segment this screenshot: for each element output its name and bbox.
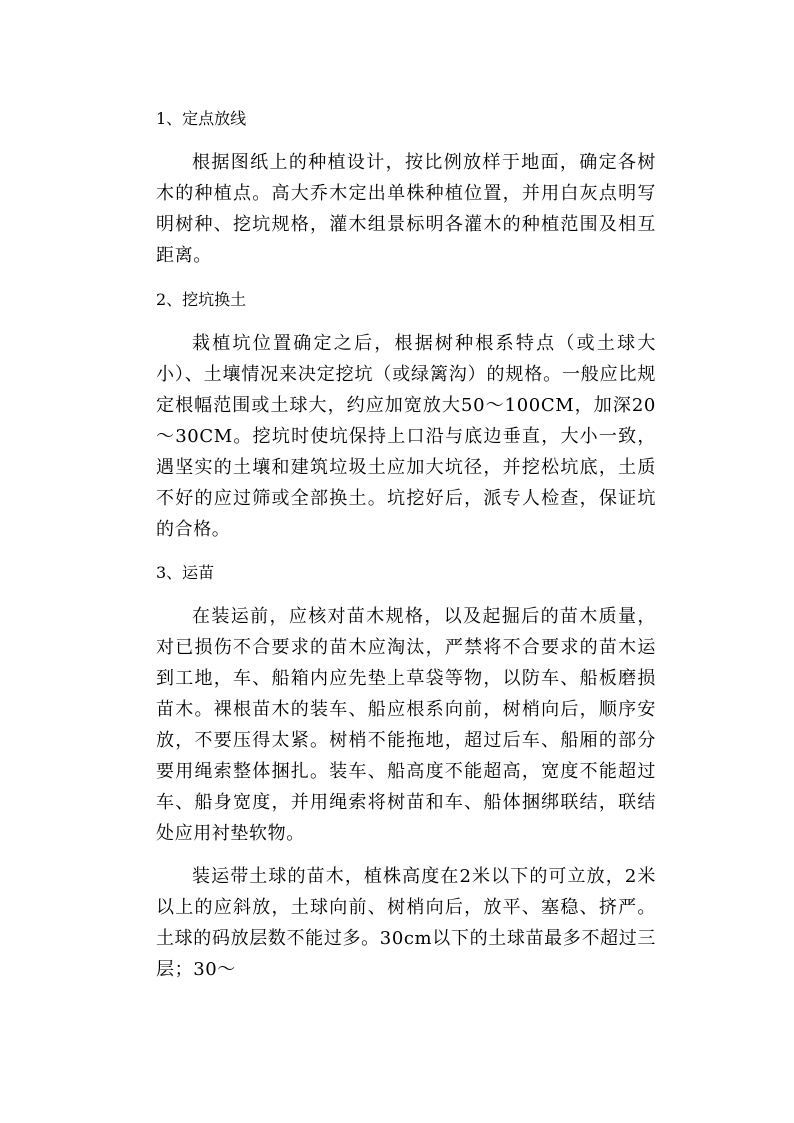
section-heading-dig-pit: 2、挖坑换土 bbox=[156, 290, 247, 309]
document-page bbox=[156, 103, 656, 985]
section-heading-stake-out: 1、定点放线 bbox=[156, 109, 247, 128]
section-heading-transport: 3、运苗 bbox=[156, 563, 215, 582]
paragraph-dig-pit: 栽植坑位置确定之后，根据树种根系特点（或土球大小）、土壤情况来决定挖坑（或绿篱沟）的规格。一般应比规定根幅范围或土球大，约应加宽放大50～100CM，加深20～30CM。挖坑时使坑保持上口沿与底边垂直，大小一致，遇坚实的土壤和建筑垃圾土应加大坑径，并挖松坑底，土质不好的应过筛或全部换土。坑挖好后，派专人检查，保证坑的合格。 bbox=[156, 333, 656, 540]
paragraph-stake-out: 根据图纸上的种植设计，按比例放样于地面，确定各树木的种植点。高大乔木定出单株种植位置，并用白灰点明写明树种、挖坑规格，灌木组景标明各灌木的种植范围及相互距离。 bbox=[156, 152, 656, 266]
paragraph-transport: 在装运前，应核对苗木规格，以及起掘后的苗木质量，对已损伤不合要求的苗木应淘汰，严禁将不合要求的苗木运到工地，车、船箱内应先垫上草袋等物，以防车、船板磨损苗木。裸根苗木的装车、船应根系向前，树梢向后，顺序安放，不要压得太紧。树梢不能拖地，超过后车、船厢的部分要用绳索整体捆扎。装车、船高度不能超高，宽度不能超过车、船身宽度，并用绳索将树苗和车、船体捆绑联结，联结处应用衬垫软物。 bbox=[156, 606, 656, 844]
paragraph-transport-soil-ball: 装运带土球的苗木，植株高度在2米以下的可立放，2米以上的应斜放，土球向前、树梢向后，放平、塞稳、挤严。土球的码放层数不能过多。30cm以下的土球苗最多不超过三层；30～ bbox=[156, 866, 656, 980]
